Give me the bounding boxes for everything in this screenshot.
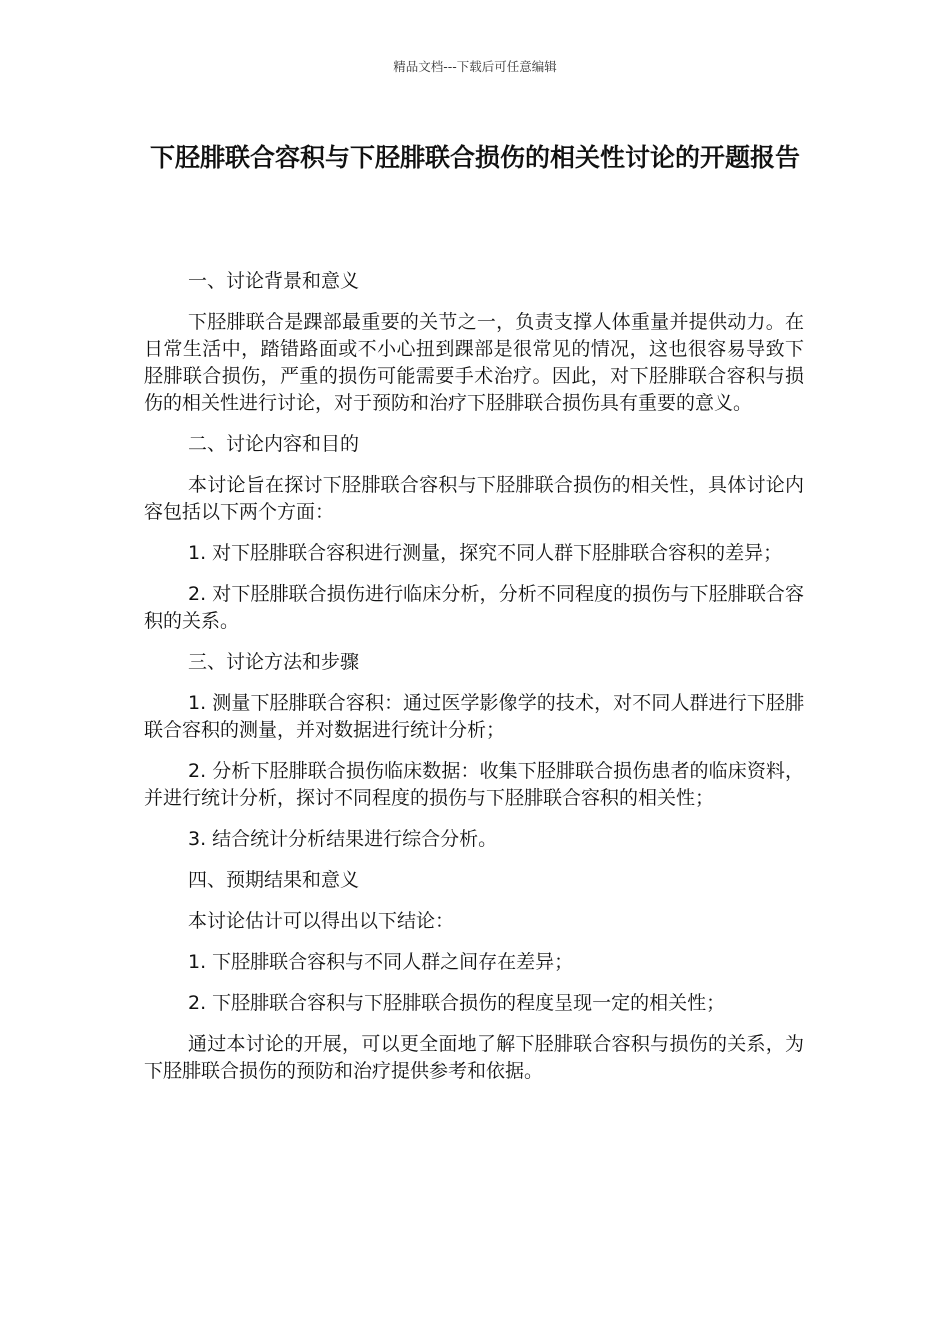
- section-heading-methods: 三、讨论方法和步骤: [188, 651, 360, 673]
- list-item-method-2: 2. 分析下胫腓联合损伤临床数据：收集下胫腓联合损伤患者的临床资料，并进行统计分析，探讨不同程度的损伤与下胫腓联合容积的相关性；: [144, 760, 804, 809]
- section-heading-results: 四、预期结果和意义: [188, 869, 360, 891]
- document-title: 下胫腓联合容积与下胫腓联合损伤的相关性讨论的开题报告: [149, 143, 800, 172]
- list-item-method-3: 3. 结合统计分析结果进行综合分析。: [188, 828, 498, 850]
- paragraph-content-intro: 本讨论旨在探讨下胫腓联合容积与下胫腓联合损伤的相关性，具体讨论内容包括以下两个方面：: [144, 474, 804, 523]
- paragraph-background: 下胫腓联合是踝部最重要的关节之一，负责支撑人体重量并提供动力。在日常生活中，踏错路面或不小心扭到踝部是很常见的情况，这也很容易导致下胫腓联合损伤，严重的损伤可能需要手术治疗。因此，对下胫腓联合容积与损伤的相关性进行讨论，对于预防和治疗下胫腓联合损伤具有重要的意义。: [144, 311, 804, 414]
- section-heading-background: 一、讨论背景和意义: [188, 270, 360, 292]
- paragraph-results-intro: 本讨论估计可以得出以下结论：: [188, 910, 455, 932]
- list-item-method-1: 1. 测量下胫腓联合容积：通过医学影像学的技术，对不同人群进行下胫腓联合容积的测量，并对数据进行统计分析；: [144, 692, 804, 741]
- list-item-content-2: 2. 对下胫腓联合损伤进行临床分析，分析不同程度的损伤与下胫腓联合容积的关系。: [144, 583, 804, 632]
- paragraph-conclusion: 通过本讨论的开展，可以更全面地了解下胫腓联合容积与损伤的关系，为下胫腓联合损伤的预防和治疗提供参考和依据。: [144, 1033, 804, 1082]
- document-body: [144, 268, 804, 1099]
- list-item-content-1: 1. 对下胫腓联合容积进行测量，探究不同人群下胫腓联合容积的差异；: [188, 542, 783, 564]
- list-item-result-1: 1. 下胫腓联合容积与不同人群之间存在差异；: [188, 951, 574, 973]
- section-heading-content: 二、讨论内容和目的: [188, 433, 360, 455]
- list-item-result-2: 2. 下胫腓联合容积与下胫腓联合损伤的程度呈现一定的相关性；: [188, 992, 726, 1014]
- header-note: 精品文档---下载后可任意编辑: [393, 59, 557, 74]
